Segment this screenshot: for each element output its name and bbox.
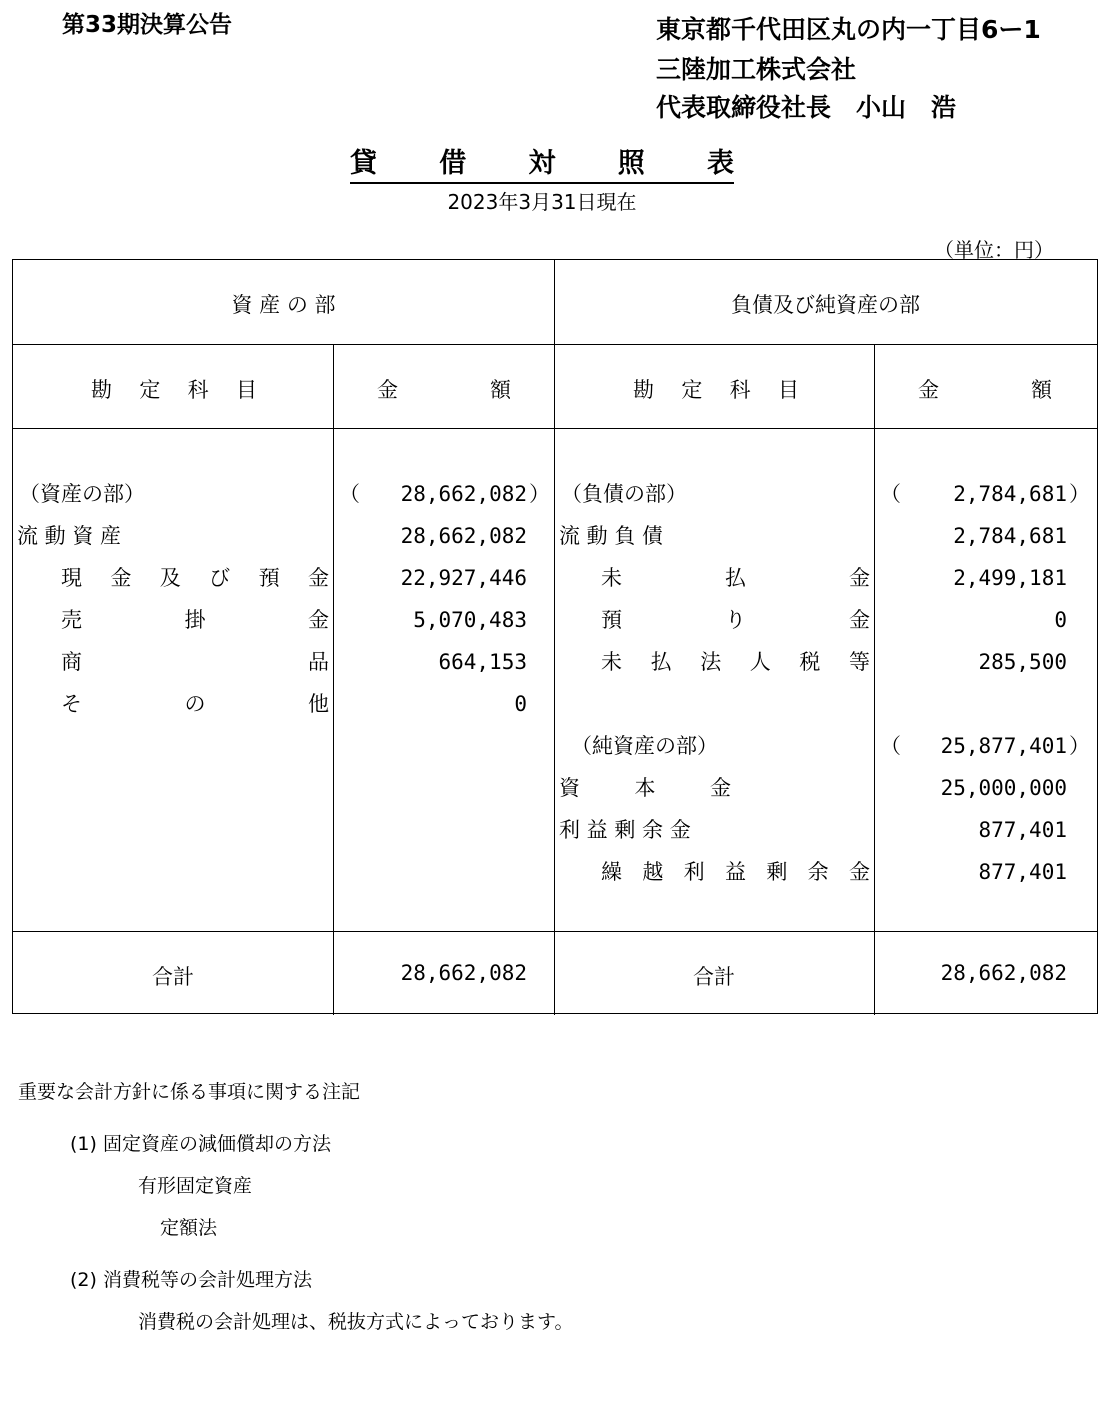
assets-group-total: 28,662,082	[400, 482, 527, 506]
current-liabilities-total: 2,784,681	[953, 524, 1067, 548]
asset-value-receivables: 5,070,483	[413, 608, 527, 632]
representative: 代表取締役社長 小山 浩	[656, 93, 957, 122]
notes-heading: 重要な会計方針に係る事項に関する注記	[18, 1081, 361, 1103]
liability-value-deposits: 0	[1054, 608, 1067, 632]
asset-item-cash: 現 金 及 び 預 金	[61, 566, 329, 590]
header-char: 額	[490, 378, 511, 402]
header-char: 科	[729, 378, 751, 402]
paren-close: ）	[1069, 482, 1090, 506]
liabilities-section-header: 負債及び純資産の部	[731, 293, 920, 317]
amount-header-right	[918, 374, 1052, 404]
net-assets-group-label: （純資産の部）	[571, 734, 718, 758]
header-char: 金	[377, 378, 398, 402]
liability-item-deposits: 預 り 金	[601, 608, 870, 632]
as-of-date: 2023年3月31日現在	[447, 190, 637, 214]
amount-header-left	[377, 374, 511, 404]
liabilities-group-label: （負債の部）	[561, 482, 687, 506]
liability-item-accounts-payable: 未 払 金	[601, 566, 870, 590]
title-char: 対	[528, 148, 556, 179]
account-header-right	[633, 374, 799, 404]
note-item-1-detail: 定額法	[160, 1217, 218, 1239]
liability-value-accounts-payable: 2,499,181	[953, 566, 1067, 590]
paren-open: （	[880, 482, 901, 506]
asset-item-merchandise: 商 品	[61, 650, 329, 674]
title-char: 借	[439, 148, 467, 179]
account-header-left	[91, 374, 257, 404]
carried-forward-value: 877,401	[978, 860, 1067, 884]
capital-stock-value: 25,000,000	[940, 776, 1067, 800]
retained-earnings-value: 877,401	[978, 818, 1067, 842]
period-title: 第33期決算公告	[62, 12, 233, 38]
note-item-1-subtitle: 有形固定資産	[138, 1175, 253, 1197]
header-char: 勘	[91, 378, 112, 402]
liability-item-income-taxes: 未 払 法 人 税 等	[601, 650, 870, 674]
asset-value-other: 0	[514, 692, 527, 716]
net-assets-group-total: 25,877,401	[940, 734, 1067, 758]
unit-label: （単位：円）	[934, 238, 1054, 262]
balance-sheet-title	[350, 141, 734, 184]
asset-value-merchandise: 664,153	[438, 650, 527, 674]
column-divider	[333, 344, 334, 1015]
note-item-1-title: (1) 固定資産の減価償却の方法	[70, 1133, 331, 1155]
paren-close: ）	[529, 482, 550, 506]
current-assets-label: 流 動 資 産	[17, 524, 122, 548]
assets-section-header: 資 産 の 部	[231, 293, 336, 317]
paren-open: （	[339, 482, 360, 506]
current-assets-total: 28,662,082	[400, 524, 527, 548]
liabilities-total-label: 合計	[693, 965, 735, 989]
row-divider	[13, 931, 1097, 932]
balance-sheet-table	[12, 259, 1098, 1014]
header-char: 科	[187, 378, 209, 402]
header-char: 定	[139, 378, 161, 402]
center-divider	[554, 260, 555, 1015]
liability-value-income-taxes: 285,500	[978, 650, 1067, 674]
title-char: 表	[707, 148, 734, 179]
asset-item-other: そ の 他	[61, 692, 329, 716]
column-divider	[874, 344, 875, 1015]
note-item-2-detail: 消費税の会計処理は、税抜方式によっております。	[138, 1311, 574, 1333]
capital-stock-label: 資 本 金	[559, 776, 731, 800]
row-divider	[13, 344, 1097, 345]
header-char: 定	[681, 378, 703, 402]
header-char: 金	[918, 378, 939, 402]
note-item-2-title: (2) 消費税等の会計処理方法	[70, 1269, 312, 1291]
assets-total-value: 28,662,082	[400, 961, 527, 985]
header-char: 額	[1031, 378, 1052, 402]
retained-earnings-label: 利 益 剰 余 金	[559, 818, 691, 842]
header-char: 勘	[633, 378, 654, 402]
asset-item-receivables: 売 掛 金	[61, 608, 329, 632]
company-address: 東京都千代田区丸の内一丁目6ー1	[656, 15, 1041, 44]
liabilities-group-total: 2,784,681	[953, 482, 1067, 506]
header-char: 目	[235, 378, 257, 402]
carried-forward-label: 繰 越 利 益 剰 余 金	[601, 860, 870, 884]
paren-close: ）	[1069, 734, 1090, 758]
assets-total-label: 合計	[152, 965, 194, 989]
header-char: 目	[777, 378, 799, 402]
paren-open: （	[880, 734, 901, 758]
title-char: 照	[617, 148, 645, 179]
title-char: 貸	[350, 148, 377, 179]
liabilities-total-value: 28,662,082	[940, 961, 1067, 985]
current-liabilities-label: 流 動 負 債	[559, 524, 664, 548]
company-name: 三陸加工株式会社	[656, 55, 857, 84]
asset-value-cash: 22,927,446	[400, 566, 527, 590]
assets-group-label: （資産の部）	[19, 482, 145, 506]
row-divider	[13, 428, 1097, 429]
